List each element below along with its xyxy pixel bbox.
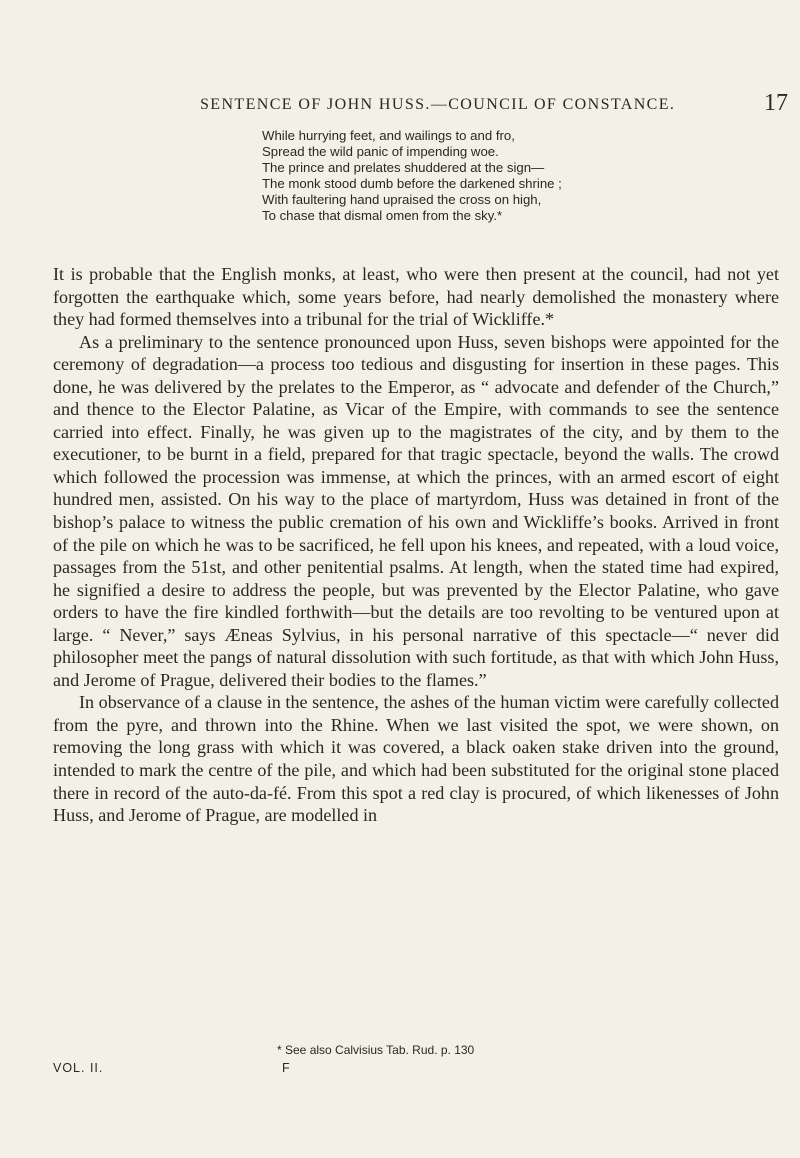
- volume-mark: VOL. II.: [53, 1061, 104, 1075]
- verse-line: To chase that dismal omen from the sky.*: [262, 208, 503, 224]
- verse-line: The prince and prelates shuddered at the sign—: [262, 160, 545, 176]
- page-number: 17: [764, 90, 788, 116]
- verse-line: Spread the wild panic of impending woe.: [262, 144, 499, 160]
- running-title: SENTENCE OF JOHN HUSS.—COUNCIL OF CONSTANCE.: [200, 96, 676, 113]
- verse-block: [262, 128, 762, 225]
- paragraph: It is probable that the English monks, at least, who were then present at the council, had not yet forgotten the earthquake which, some years before, had nearly demolished the monastery where they had formed themselves into a tribunal for the trial of Wickliffe.*: [53, 264, 779, 330]
- body-text: [53, 263, 779, 827]
- verse-line: While hurrying feet, and wailings to and fro,: [262, 128, 515, 143]
- paragraph: As a preliminary to the sentence pronounced upon Huss, seven bishops were appointed for the ceremony of degradation—a process too tedious and disgusting for insertion in these pages. This done, he was delivered by the prelates to the Emperor, as “ advocate and defender of the Church,” and thence to the Elector Palatine, as Vicar of the Empire, with commands to see the sentence carried into effect. Finally, he was given up to the magistrates of the city, and by them to the executioner, to be burnt in a field, prepared for that tragic spectacle, beyond the walls. The crowd which followed the procession was immense, at which the princes, with an armed escort of eight hundred men, assisted. On his way to the place of martyrdom, Huss was detained in front of the bishop’s palace to witness the public cremation of his own and Wickliffe’s books. Arrived in front of the pile on which he was to be sacrificed, he fell upon his knees, and repeated, with a loud voice, passages from the 51st, and other penitential psalms. At length, when the stated time had expired, he signified a desire to address the people, but was prevented by the Elector Palatine, who gave orders to have the fire kindled forthwith—but the details are too revolting to be ventured upon at large. “ Never,” says Æneas Sylvius, in his personal narrative of this spectacle—“ never did philosopher meet the pangs of natural dissolution with such fortitude, as that with which John Huss, and Jerome of Prague, delivered their bodies to the flames.”: [53, 331, 779, 690]
- footnote: * See also Calvisius Tab. Rud. p. 130: [277, 1043, 475, 1057]
- verse-line: With faultering hand upraised the cross on high,: [262, 192, 542, 208]
- signature-mark: F: [282, 1061, 291, 1075]
- paragraph: In observance of a clause in the sentence, the ashes of the human victim were carefully collected from the pyre, and thrown into the Rhine. When we last visited the spot, we were shown, on removing the long grass with which it was covered, a black oaken stake driven into the ground, intended to mark the centre of the pile, and which had been substituted for the original stone placed there in record of the auto-da-fé. From this spot a red clay is procured, of which likenesses of John Huss, and Jerome of Prague, are modelled in: [53, 692, 779, 826]
- verse-line: The monk stood dumb before the darkened shrine ;: [262, 176, 562, 192]
